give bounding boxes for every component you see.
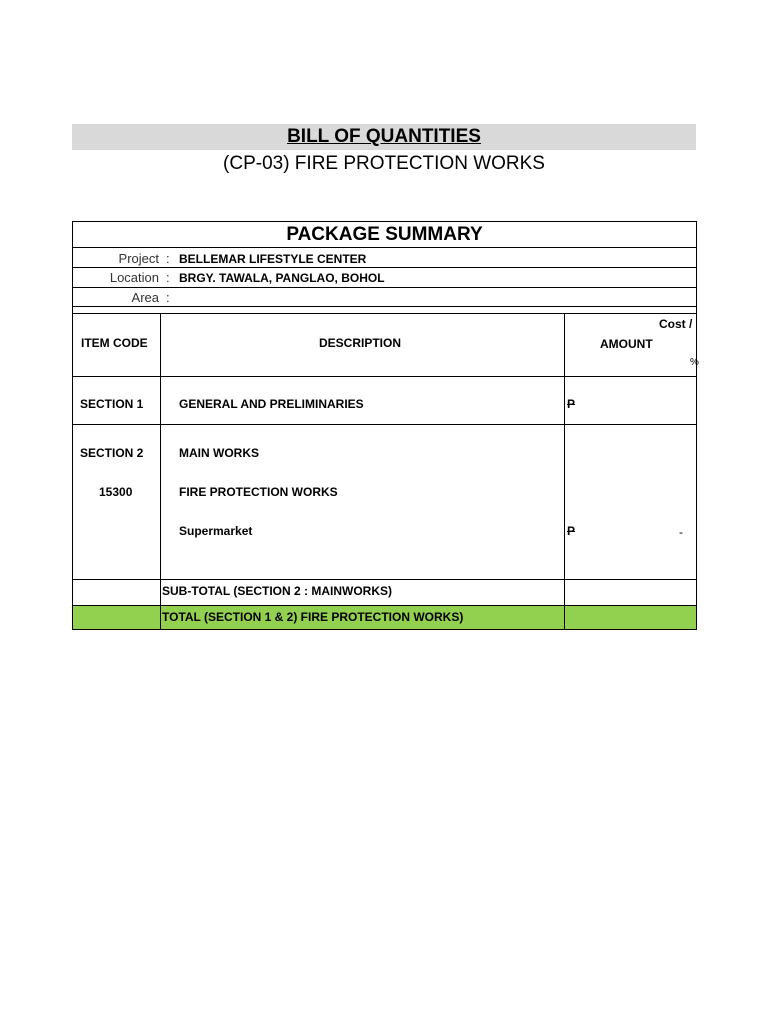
area-colon: : bbox=[166, 290, 170, 305]
column-divider bbox=[564, 313, 565, 629]
row-section2-description: MAIN WORKS bbox=[179, 446, 259, 460]
row-divider bbox=[73, 287, 696, 288]
row-divider bbox=[73, 306, 696, 307]
header-description: DESCRIPTION bbox=[319, 336, 402, 350]
row-divider bbox=[73, 424, 696, 425]
row-section1-description: GENERAL AND PRELIMINARIES bbox=[179, 397, 364, 411]
row-supermarket-currency: P bbox=[567, 524, 576, 538]
header-item-code: ITEM CODE bbox=[81, 336, 148, 350]
row-divider bbox=[73, 605, 696, 606]
row-total-description: TOTAL (SECTION 1 & 2) FIRE PROTECTION WORKS) bbox=[162, 610, 464, 624]
row-section1-currency: P bbox=[567, 397, 576, 411]
row-divider bbox=[73, 579, 696, 580]
project-value: BELLEMAR LIFESTYLE CENTER bbox=[179, 252, 367, 266]
row-divider bbox=[73, 376, 696, 377]
area-label: Area bbox=[131, 290, 159, 305]
document-title-bar bbox=[72, 124, 696, 150]
row-item-15300-description: FIRE PROTECTION WORKS bbox=[179, 485, 338, 499]
header-amount: AMOUNT bbox=[600, 337, 653, 351]
package-summary-table bbox=[72, 221, 697, 630]
row-supermarket-description: Supermarket bbox=[179, 524, 253, 538]
row-divider bbox=[73, 247, 696, 248]
row-divider bbox=[73, 313, 696, 314]
row-section2-code: SECTION 2 bbox=[80, 446, 144, 460]
row-item-15300-code: 15300 bbox=[99, 485, 133, 499]
package-summary-title: PACKAGE SUMMARY bbox=[286, 224, 483, 245]
header-cost: Cost / bbox=[659, 317, 693, 331]
location-value: BRGY. TAWALA, PANGLAO, BOHOL bbox=[179, 271, 385, 285]
column-divider bbox=[160, 313, 161, 629]
header-percent: % bbox=[690, 357, 699, 368]
row-divider bbox=[73, 267, 696, 268]
document-subtitle: (CP-03) FIRE PROTECTION WORKS bbox=[223, 153, 545, 174]
project-colon: : bbox=[166, 251, 170, 266]
row-supermarket-amount: - bbox=[679, 525, 683, 539]
row-subtotal-description: SUB-TOTAL (SECTION 2 : MAINWORKS) bbox=[162, 584, 392, 598]
project-label: Project bbox=[118, 251, 159, 266]
document-title: BILL OF QUANTITIES bbox=[287, 126, 481, 147]
row-section1-code: SECTION 1 bbox=[80, 397, 144, 411]
location-colon: : bbox=[166, 270, 170, 285]
location-label: Location bbox=[109, 270, 159, 285]
